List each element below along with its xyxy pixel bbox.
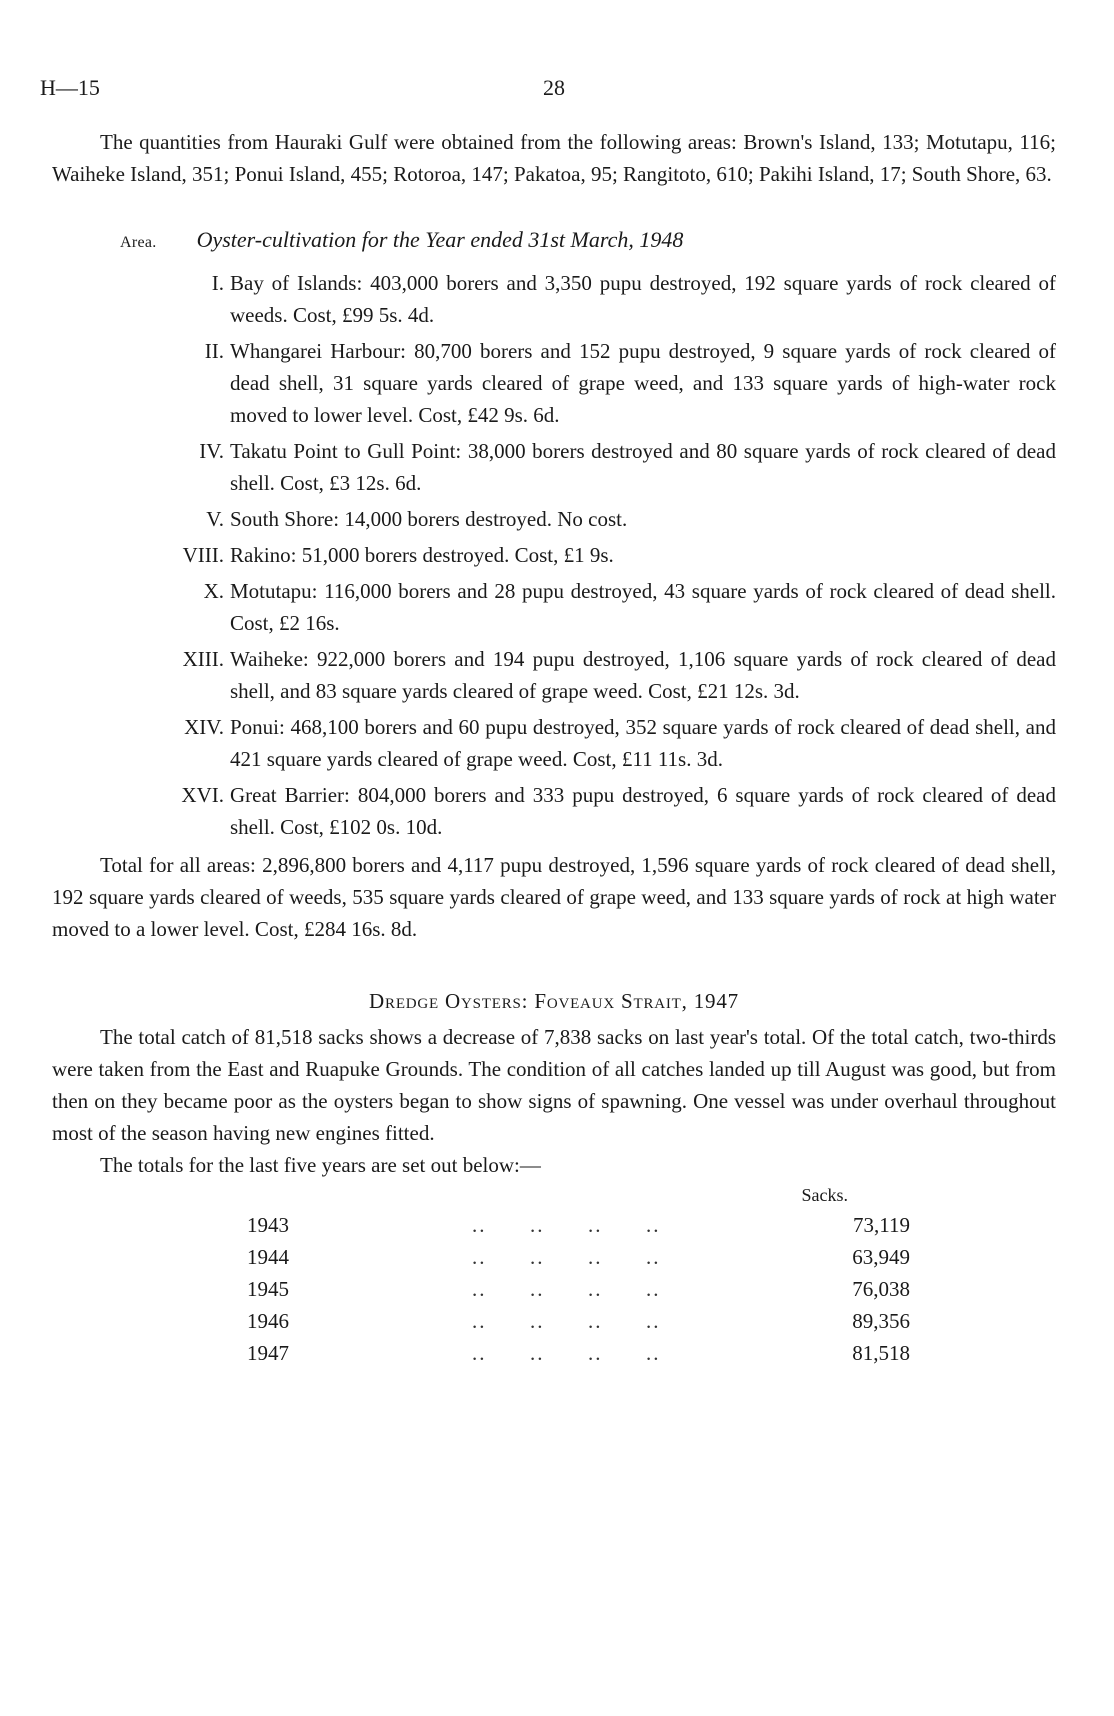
entry-text: Bay of Islands: 403,000 borers and 3,350 pupu destroyed, 192 square yards of rock cleared of weeds. Cost, £99 5s. 4d. (230, 271, 1056, 327)
entry-text: Takatu Point to Gull Point: 38,000 borers destroyed and 80 square yards of rock cleared of dead shell. Cost, £3 12s. 6d. (230, 439, 1056, 495)
entry-number: I. (211, 271, 224, 295)
entry-number: IV. (199, 439, 224, 463)
dot-leaders: .. .. .. .. (472, 1245, 661, 1269)
section-title: Oyster-cultivation for the Year ended 31st March, 1948 (196, 227, 684, 252)
five-year-totals-table (52, 1181, 1056, 1369)
area-label: Area. (120, 234, 157, 251)
list-item (52, 779, 1056, 843)
year-cell: 1944 (247, 1245, 289, 1269)
year-cell: 1945 (247, 1277, 289, 1301)
entry-text: Waiheke: 922,000 borers and 194 pupu destroyed, 1,106 square yards of rock cleared of dead shell, and 83 square yards cleared of grape weed. Cost, £21 12s. 3d. (230, 647, 1056, 703)
intro-paragraph: The quantities from Hauraki Gulf were obtained from the following areas: Brown's Island, 133; Motutapu, 116; Waiheke Island, 351; Ponui Island, 455; Rotoroa, 147; Pakatoa, 95; Rangitoto, 610; Pakihi Island, 17; South Shore, 63. (52, 130, 1056, 186)
dot-leaders: .. .. .. .. (472, 1277, 661, 1301)
table-row (52, 1241, 1056, 1273)
dot-leaders: .. .. .. .. (472, 1309, 661, 1333)
dredge-paragraph: The total catch of 81,518 sacks shows a decrease of 7,838 sacks on last year's total. Of the total catch, two-thirds were taken from the East and Ruapuke Grounds. The condition of all catches landed up till August was good, but from then on they became poor as the oysters began to show signs of spawning. One vessel was under overhaul throughout most of the season having new engines fitted. (52, 1025, 1056, 1145)
oyster-section-heading (52, 224, 1056, 259)
dredge-section-heading: Dredge Oysters: Foveaux Strait, 1947 (369, 989, 739, 1013)
list-item (52, 435, 1056, 499)
entry-number: XIII. (182, 647, 224, 671)
entry-number: VIII. (182, 543, 224, 567)
total-paragraph: Total for all areas: 2,896,800 borers and 4,117 pupu destroyed, 1,596 square yards of rock cleared of dead shell, 192 square yards cleared of weeds, 535 square yards cleared of grape weed, and 133 square yards of rock at high water moved to a lower level. Cost, £284 16s. 8d. (52, 853, 1056, 941)
entry-text: Ponui: 468,100 borers and 60 pupu destroyed, 352 square yards of rock cleared of dead shell, and 421 square yards cleared of grape weed. Cost, £11 11s. 3d. (230, 715, 1056, 771)
year-cell: 1946 (247, 1309, 289, 1333)
column-header: Sacks. (801, 1185, 848, 1205)
year-cell: 1947 (247, 1341, 289, 1365)
entry-text: Whangarei Harbour: 80,700 borers and 152 pupu destroyed, 9 square yards of rock cleared of dead shell, 31 square yards cleared of grape weed, and 133 square yards of high-water rock moved to lower level. Cost, £42 9s. 6d. (230, 339, 1056, 427)
page-number: 28 (543, 75, 565, 100)
year-cell: 1943 (247, 1213, 289, 1237)
list-item (52, 539, 1056, 571)
totals-intro: The totals for the last five years are set out below:— (100, 1153, 541, 1177)
entry-number: II. (204, 339, 224, 363)
value-cell: 81,518 (852, 1341, 910, 1365)
table-row (52, 1209, 1056, 1241)
value-cell: 63,949 (852, 1245, 910, 1269)
dot-leaders: .. .. .. .. (472, 1213, 661, 1237)
dot-leaders: .. .. .. .. (472, 1341, 661, 1365)
entry-number: X. (203, 579, 224, 603)
entry-number: XVI. (181, 783, 224, 807)
oyster-entries (52, 267, 1056, 843)
entry-number: XIV. (184, 715, 224, 739)
list-item (52, 267, 1056, 331)
value-cell: 89,356 (852, 1309, 910, 1333)
list-item (52, 711, 1056, 775)
value-cell: 76,038 (852, 1277, 910, 1301)
list-item (52, 503, 1056, 535)
value-cell: 73,119 (853, 1213, 910, 1237)
list-item (52, 643, 1056, 707)
table-row (52, 1273, 1056, 1305)
table-row (52, 1305, 1056, 1337)
entry-number: V. (206, 507, 224, 531)
table-row (52, 1337, 1056, 1369)
document-page (40, 72, 1056, 1369)
entry-text: Motutapu: 116,000 borers and 28 pupu destroyed, 43 square yards of rock cleared of dead shell. Cost, £2 16s. (230, 579, 1056, 635)
entry-text: Rakino: 51,000 borers destroyed. Cost, £1 9s. (230, 543, 614, 567)
page-header (40, 72, 1056, 112)
list-item (52, 575, 1056, 639)
entry-text: South Shore: 14,000 borers destroyed. No cost. (230, 507, 628, 531)
entry-text: Great Barrier: 804,000 borers and 333 pupu destroyed, 6 square yards of rock cleared of dead shell. Cost, £102 0s. 10d. (230, 783, 1056, 839)
document-code: H—15 (40, 75, 100, 100)
list-item (52, 335, 1056, 431)
